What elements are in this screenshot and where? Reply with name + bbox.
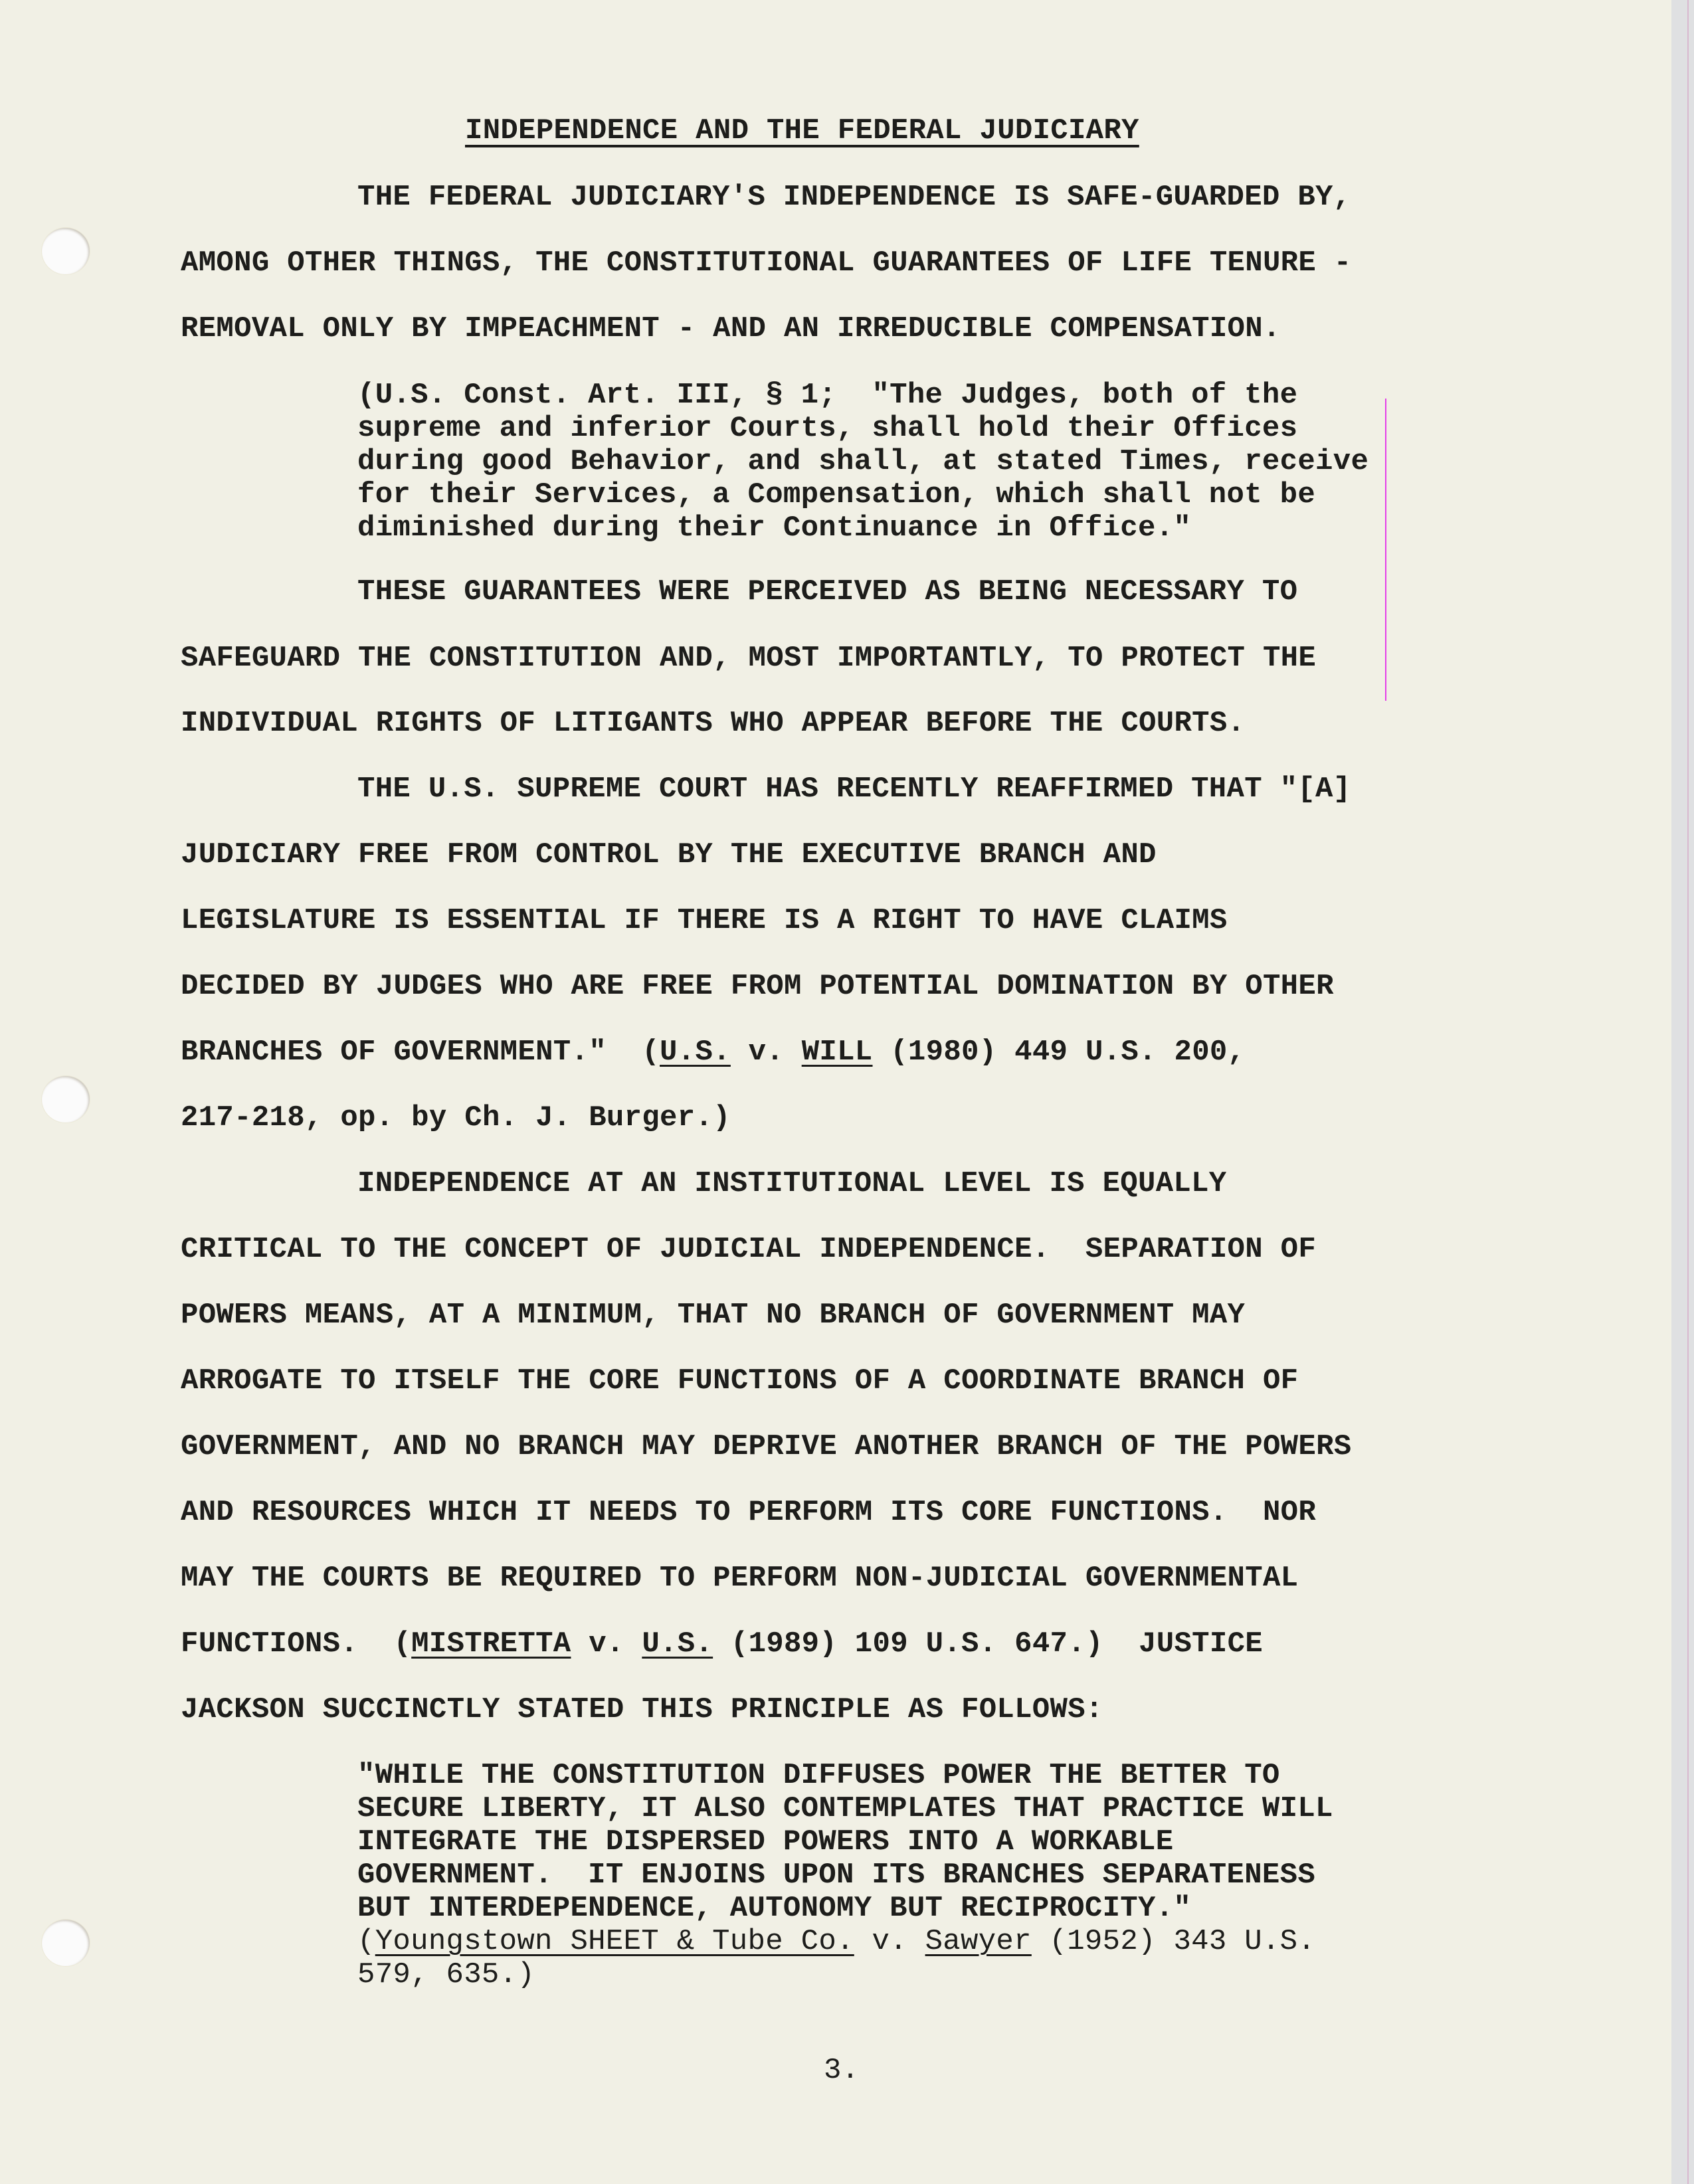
citation-text: FUNCTIONS. ( [181, 1627, 412, 1661]
citation-text: ( [357, 1925, 375, 1958]
scan-edge-strip [1671, 0, 1694, 2184]
punch-hole [42, 228, 90, 274]
body-line: AMONG OTHER THINGS, THE CONSTITUTIONAL GUARANTEES OF LIFE TENURE - [181, 246, 1352, 280]
case-party-name: U.S. [660, 1036, 731, 1069]
citation-text: (1989) 109 U.S. 647.) JUSTICE [713, 1627, 1263, 1661]
body-line: MAY THE COURTS BE REQUIRED TO PERFORM NON-JUDICIAL GOVERNMENTAL [181, 1562, 1299, 1595]
body-line: ARROGATE TO ITSELF THE CORE FUNCTIONS OF A COORDINATE BRANCH OF [181, 1364, 1299, 1398]
body-line: DECIDED BY JUDGES WHO ARE FREE FROM POTENTIAL DOMINATION BY OTHER [181, 970, 1334, 1003]
quote-line: SECURE LIBERTY, IT ALSO CONTEMPLATES THAT PRACTICE WILL [357, 1792, 1333, 1825]
body-line: 217-218, op. by Ch. J. Burger.) [181, 1101, 731, 1135]
citation-line [181, 1627, 1263, 1661]
body-line: JACKSON SUCCINCTLY STATED THIS PRINCIPLE AS FOLLOWS: [181, 1693, 1103, 1726]
body-line: THESE GUARANTEES WERE PERCEIVED AS BEING NECESSARY TO [357, 575, 1298, 608]
body-line: AND RESOURCES WHICH IT NEEDS TO PERFORM ITS CORE FUNCTIONS. NOR [181, 1496, 1317, 1529]
margin-change-bar [1385, 399, 1386, 701]
citation-text: v. [730, 1036, 802, 1069]
body-line: JUDICIARY FREE FROM CONTROL BY THE EXECUTIVE BRANCH AND [181, 838, 1157, 871]
quote-line: for their Services, a Compensation, which shall not be [357, 478, 1316, 511]
body-line: THE FEDERAL JUDICIARY'S INDEPENDENCE IS SAFE-GUARDED BY, [357, 181, 1351, 214]
citation-line [357, 1925, 1315, 1958]
citation-line [181, 1036, 1245, 1069]
punch-hole [42, 1920, 90, 1966]
quote-line: GOVERNMENT. IT ENJOINS UPON ITS BRANCHES SEPARATENESS [357, 1859, 1316, 1892]
body-line: CRITICAL TO THE CONCEPT OF JUDICIAL INDEPENDENCE. SEPARATION OF [181, 1233, 1317, 1266]
body-line: POWERS MEANS, AT A MINIMUM, THAT NO BRANCH OF GOVERNMENT MAY [181, 1299, 1246, 1332]
body-line: INDIVIDUAL RIGHTS OF LITIGANTS WHO APPEAR BEFORE THE COURTS. [181, 707, 1246, 740]
scan-edge-line [1687, 0, 1689, 2184]
document-title: INDEPENDENCE AND THE FEDERAL JUDICIARY [465, 114, 1139, 147]
quote-line: during good Behavior, and shall, at stated Times, receive [357, 445, 1369, 478]
citation-text: (1952) 343 U.S. [1031, 1925, 1316, 1958]
quote-line: supreme and inferior Courts, shall hold their Offices [357, 412, 1298, 445]
quote-line: INTEGRATE THE DISPERSED POWERS INTO A WORKABLE [357, 1825, 1174, 1859]
citation-text: v. [571, 1627, 642, 1661]
body-line: SAFEGUARD THE CONSTITUTION AND, MOST IMPORTANTLY, TO PROTECT THE [181, 642, 1317, 675]
citation-text: (1980) 449 U.S. 200, [872, 1036, 1246, 1069]
quote-line: "WHILE THE CONSTITUTION DIFFUSES POWER THE BETTER TO [357, 1759, 1280, 1792]
quote-line: BUT INTERDEPENDENCE, AUTONOMY BUT RECIPROCITY." [357, 1892, 1192, 1925]
case-party-name: WILL [801, 1036, 873, 1069]
quote-line: 579, 635.) [357, 1958, 535, 1991]
citation-text: BRANCHES OF GOVERNMENT." ( [181, 1036, 660, 1069]
body-line: REMOVAL ONLY BY IMPEACHMENT - AND AN IRREDUCIBLE COMPENSATION. [181, 312, 1281, 345]
case-party-name: Youngstown SHEET & Tube Co. [375, 1925, 854, 1958]
quote-line: diminished during their Continuance in Office." [357, 511, 1192, 545]
page-number: 3. [824, 2054, 860, 2087]
body-line: LEGISLATURE IS ESSENTIAL IF THERE IS A RIGHT TO HAVE CLAIMS [181, 904, 1228, 937]
punch-hole [42, 1076, 90, 1123]
case-party-name: MISTRETTA [411, 1627, 571, 1661]
body-line: INDEPENDENCE AT AN INSTITUTIONAL LEVEL IS EQUALLY [357, 1167, 1227, 1200]
quote-line: (U.S. Const. Art. III, § 1; "The Judges, both of the [357, 379, 1298, 412]
citation-text: v. [854, 1925, 925, 1958]
case-party-name: U.S. [642, 1627, 713, 1661]
case-party-name: Sawyer [925, 1925, 1032, 1958]
body-line: THE U.S. SUPREME COURT HAS RECENTLY REAFFIRMED THAT "[A] [357, 773, 1351, 806]
body-line: GOVERNMENT, AND NO BRANCH MAY DEPRIVE ANOTHER BRANCH OF THE POWERS [181, 1430, 1352, 1463]
